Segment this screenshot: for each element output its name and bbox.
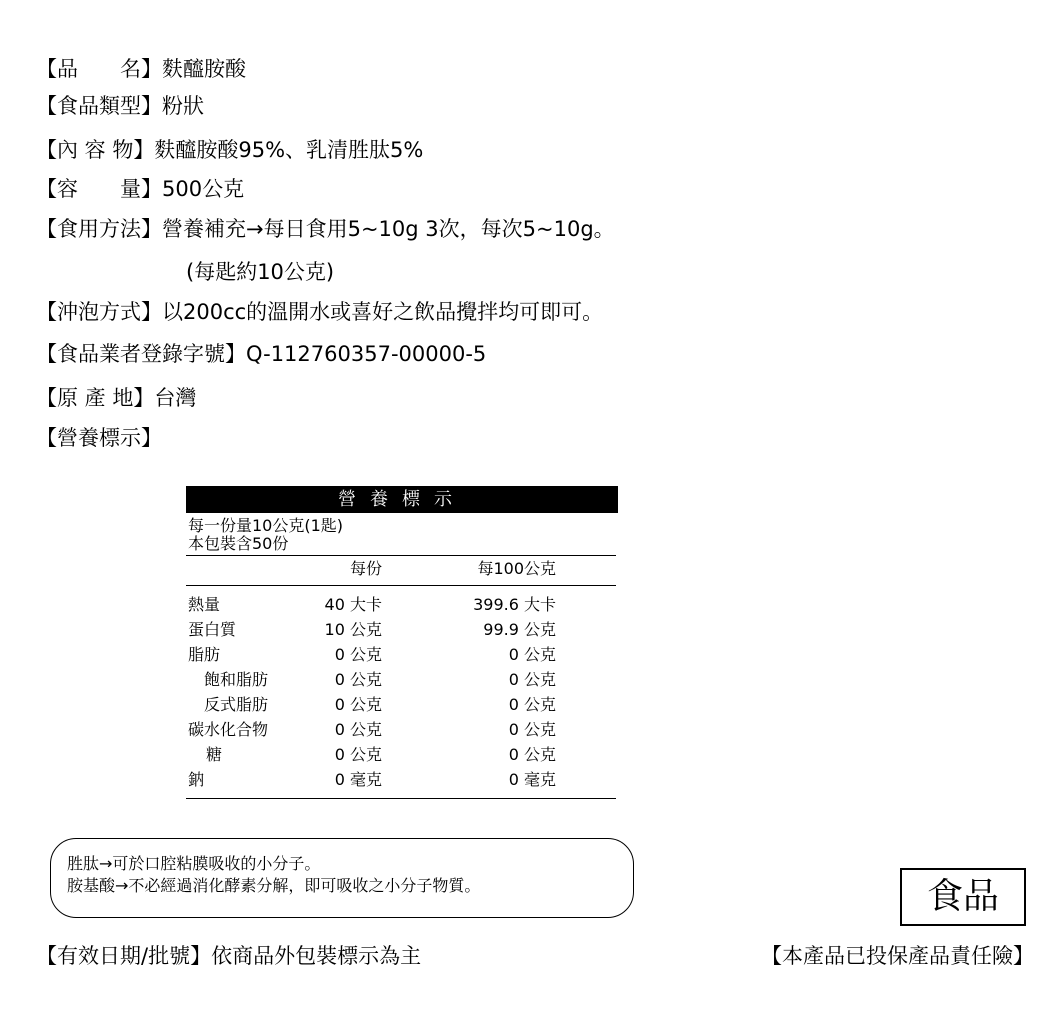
spec-usage-note: (每匙約10公克) [186,260,335,284]
spec-value: 營養補充→每日食用5~10g 3次，每次5~10g。 [162,217,615,241]
footer-expiry: 【有效日期/批號】依商品外包裝標示為主 [36,944,422,968]
spec-label: 【容 量】 [36,177,162,201]
spec-label: 【品 名】 [36,57,162,81]
note-line-peptide: 胜肽→可於口腔粘膜吸收的小分子。 [67,854,321,873]
spec-value: 麩醯胺酸95%、乳清胜肽5% [154,138,424,162]
nutrient-name: 脂肪 [188,645,221,664]
spec-preparation [36,300,603,324]
nutrition-row-saturated-fat [186,671,618,696]
nutrition-row-carbohydrate [186,721,618,746]
nutrient-name: 鈉 [188,770,205,789]
nutrition-table [186,486,618,799]
spec-label: 【內 容 物】 [36,138,155,162]
nutrient-per-serving: 10 公克 [324,620,382,639]
nutrient-per-serving: 0 公克 [334,745,382,764]
spec-label: 【食用方法】 [36,217,162,241]
nutrition-rows [186,596,618,796]
nutrient-per-100g: 0 公克 [508,745,556,764]
nutrient-per-100g: 99.9 公克 [483,620,556,639]
nutrient-per-100g: 0 公克 [508,720,556,739]
spec-value: 以200cc的溫開水或喜好之飲品攪拌均可即可。 [162,300,604,324]
nutrient-name: 飽和脂肪 [204,670,269,689]
serving-size: 每一份量10公克(1匙) [188,516,344,535]
spec-label: 【食品業者登錄字號】 [36,342,246,366]
spec-value: 粉狀 [162,94,204,118]
nutrition-row-trans-fat [186,696,618,721]
spec-usage [36,217,615,241]
nutrition-column-headers [186,556,618,585]
nutrient-name: 反式脂肪 [204,695,269,714]
spec-volume [36,177,244,201]
spec-value: 台灣 [154,386,197,410]
spec-value: 麩醯胺酸 [162,57,246,81]
nutrient-per-100g: 0 毫克 [508,770,556,789]
nutrient-name: 蛋白質 [188,620,237,639]
col-per-serving: 每份 [349,559,382,578]
spec-type [36,94,204,118]
nutrient-per-serving: 0 毫克 [334,770,382,789]
spec-label: 【營養標示】 [36,426,162,450]
nutrition-row-fat [186,646,618,671]
footer-insurance: 【本產品已投保產品責任險】 [761,944,1034,968]
spec-label: 【原 產 地】 [36,386,155,410]
nutrient-per-100g: 0 公克 [508,670,556,689]
spec-ingredients [36,138,423,162]
nutrition-row-sodium [186,771,618,796]
nutrient-per-serving: 0 公克 [334,645,382,664]
spec-label: 【食品類型】 [36,94,162,118]
spec-nutrition-heading [36,426,162,450]
nutrient-per-serving: 0 公克 [334,695,382,714]
spec-registration [36,342,486,366]
col-per-100g: 每100公克 [477,559,556,578]
spec-name [36,57,246,81]
nutrient-per-100g: 399.6 大卡 [473,595,556,614]
nutrient-name: 碳水化合物 [188,720,269,739]
note-line-amino-acid: 胺基酸→不必經過消化酵素分解，即可吸收之小分子物質。 [67,876,481,895]
spec-value: Q-112760357-00000-5 [246,342,487,366]
food-badge: 食品 [900,868,1026,926]
nutrient-per-serving: 0 公克 [334,720,382,739]
spec-label: 【沖泡方式】 [36,300,162,324]
nutrition-row-calories [186,596,618,621]
spec-value: 500公克 [162,177,245,201]
nutrient-per-100g: 0 公克 [508,695,556,714]
nutrition-row-sugar [186,746,618,771]
info-note-box [50,838,634,918]
divider [186,798,616,799]
nutrition-title: 營養標示 [186,486,618,513]
nutrient-per-100g: 0 公克 [508,645,556,664]
nutrient-per-serving: 0 公克 [334,670,382,689]
nutrition-row-protein [186,621,618,646]
servings-per-pack: 本包裝含50份 [188,534,289,553]
nutrient-name: 糖 [206,745,223,764]
nutrient-name: 熱量 [188,595,221,614]
spec-origin [36,386,196,410]
nutrition-serving-info [186,513,618,555]
nutrient-per-serving: 40 大卡 [324,595,382,614]
